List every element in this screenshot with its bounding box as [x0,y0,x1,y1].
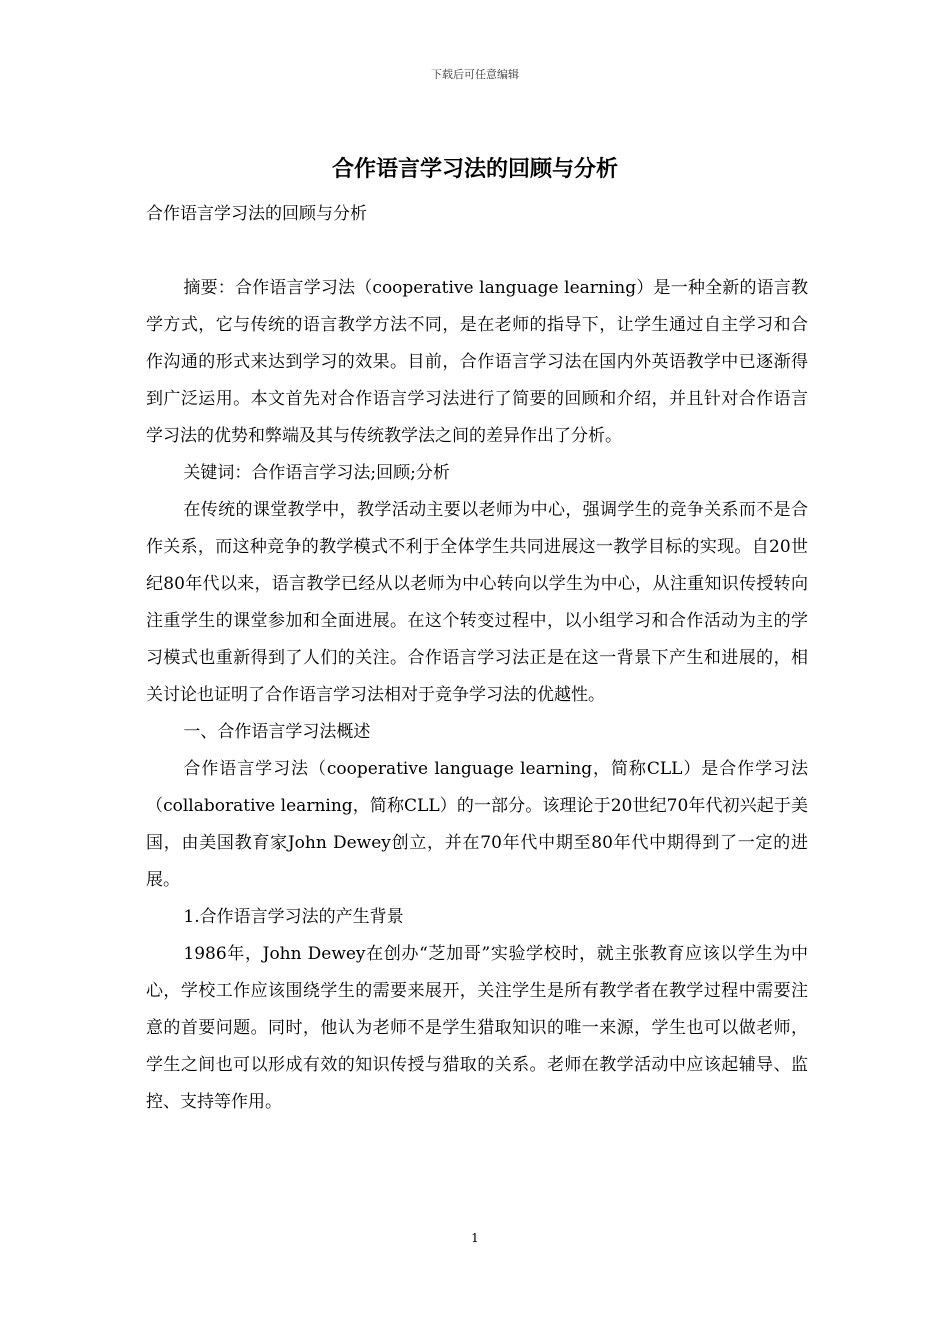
section-heading: 一、合作语言学习法概述 [183,722,371,742]
page-number: 1 [471,1231,479,1245]
subsection-heading: 1.合作语言学习法的产生背景 [183,907,404,927]
document-body [146,196,808,1121]
document-title: 合作语言学习法的回顾与分析 [331,157,618,182]
document-subtitle: 合作语言学习法的回顾与分析 [146,204,367,224]
page-header-note: 下载后可任意编辑 [431,68,519,81]
keywords-line: 关键词：合作语言学习法;回顾;分析 [183,463,450,483]
section-paragraph: 合作语言学习法（cooperative language learning，简称CLL）是合作学习法（collaborative learning，简称CLL）的一部分。该理论于20世纪70年代初兴起于美国，由美国教育家John Dewey创立，并在70年代中期至80年代中期得到了一定的进展。 [146,759,808,890]
abstract-paragraph: 摘要：合作语言学习法（cooperative language learning）是一种全新的语言教学方式，它与传统的语言教学方法不同，是在老师的指导下，让学生通过自主学习和合作沟通的形式来达到学习的效果。目前，合作语言学习法在国内外英语教学中已逐渐得到广泛运用。本文首先对合作语言学习法进行了简要的回顾和介绍，并且针对合作语言学习法的优势和弊端及其与传统教学法之间的差异作出了分析。 [146,278,808,446]
intro-paragraph: 在传统的课堂教学中，教学活动主要以老师为中心，强调学生的竞争关系而不是合作关系，而这种竞争的教学模式不利于全体学生共同进展这一教学目标的实现。自20世纪80年代以来，语言教学已经从以老师为中心转向以学生为中心，从注重知识传授转向注重学生的课堂参加和全面进展。在这个转变过程中，以小组学习和合作活动为主的学习模式也重新得到了人们的关注。合作语言学习法正是在这一背景下产生和进展的，相关讨论也证明了合作语言学习法相对于竞争学习法的优越性。 [146,500,808,705]
subsection-paragraph: 1986年，John Dewey在创办“芝加哥”实验学校时，就主张教育应该以学生为中心，学校工作应该围绕学生的需要来展开，关注学生是所有教学者在教学过程中需要注意的首要问题。同时，他认为老师不是学生猎取知识的唯一来源，学生也可以做老师，学生之间也可以形成有效的知识传授与猎取的关系。老师在教学活动中应该起辅导、监控、支持等作用。 [146,944,808,1112]
blank-line [146,233,808,270]
